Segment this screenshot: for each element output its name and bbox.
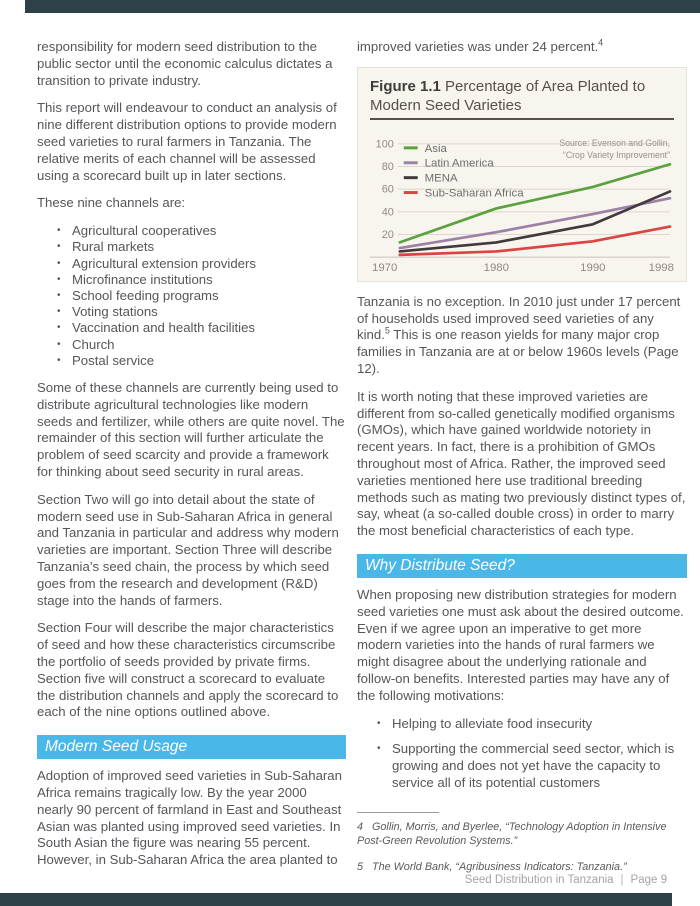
bullet-icon: • [377,743,381,755]
bullet-icon: • [57,289,61,301]
right-column [357,39,687,885]
list-item: • Postal service [57,352,155,368]
motivation-list [357,716,687,792]
footnotes [357,812,687,875]
bullet-icon: • [377,717,381,729]
footnote: 4 Gollin, Morris, and Byerlee, “Technology Adoption in Intensive Post-Green Revolution Systems.” [357,820,667,848]
svg-text:1998: 1998 [648,261,674,274]
svg-text:1970: 1970 [371,261,398,274]
footnote-divider [357,812,439,813]
top-accent-bar [25,0,700,13]
svg-text:80: 80 [381,160,394,173]
svg-text:1980: 1980 [483,261,510,274]
svg-text:Source: Evenson and Gollin,: Source: Evenson and Gollin, [559,137,671,148]
figure-line-chart [370,126,674,275]
list-item: • Agricultural cooperatives [57,223,217,239]
bullet-icon: • [57,273,61,285]
paragraph: responsibility for modern seed distribution to the public sector until the economic calculus dictates a transition to private industry. [37,39,333,88]
svg-text:MENA: MENA [424,172,458,185]
bullet-icon: • [57,306,61,318]
list-item: • Microfinance institutions [57,271,213,287]
list-item: • Voting stations [57,304,158,320]
footnote: 5 The World Bank, “Agribusiness Indicators: Tanzania.” [357,860,627,873]
footnote-ref-4: 4 [598,37,604,48]
channel-list [37,223,346,369]
figure-title [370,77,674,120]
bullet-icon: • [57,241,61,253]
figure-label: Figure 1.1 [370,77,441,95]
footer-page-number: Page 9 [630,874,667,886]
bullet-icon: • [57,354,61,366]
footer-separator: | [620,874,624,886]
svg-text:40: 40 [381,206,394,219]
list-item: • Helping to alleviate food insecurity [377,715,593,731]
list-item: • Supporting the commercial seed sector, which is growing and does not yet have the capacity to service all of its potential customers [377,741,675,790]
paragraph: Adoption of improved seed varieties in Sub-Saharan Africa remains tragically low. By the year 2000 nearly 90 percent of farmland in East and Southeast Asian was planted using improved seed varieties. In South Asian the figure was nearing 55 percent. However, in Sub-Saharan Africa the area planted to [37,768,342,868]
section-heading-modern-seed-usage: Modern Seed Usage [37,735,346,759]
section-heading-why-distribute-seed: Why Distribute Seed? [357,554,687,578]
list-item: • Church [57,336,115,352]
bottom-accent-bar [0,893,672,906]
svg-text:Asia: Asia [424,142,447,155]
list-item: • Rural markets [57,239,155,255]
left-column [37,39,346,880]
list-item: • Vaccination and health facilities [57,320,256,336]
page-footer [465,874,667,886]
paragraph: When proposing new distribution strategies for modern seed varieties one must ask about the desired outcome. Even if we agree upon an imperative to get more modern varieties into the hands of rural farmers we might disagree about the underlying rationale and follow-on benefits. Interested parties may have any of the following motivations: [357,586,684,703]
paragraph: improved varieties was under 24 percent.$^4$ [357,37,604,54]
footnote-ref-5: 5 [384,326,390,337]
svg-text:60: 60 [381,183,394,196]
list-item: • School feeding programs [57,287,219,303]
figure-box [357,67,687,282]
bullet-icon: • [57,225,61,237]
list-item: • Agricultural extension providers [57,255,256,271]
svg-text:Sub-Saharan Africa: Sub-Saharan Africa [424,187,524,200]
bullet-icon: • [57,257,61,269]
svg-text:Latin America: Latin America [424,157,494,170]
svg-text:100: 100 [375,138,394,151]
paragraph: Tanzania is no exception. In 2010 just under 17 percent of households used improved seed varieties of any kind.$^5$ This is one reason yields for many major crop families in Tanzania are at or below 1960s levels (Page 12). [357,293,681,376]
svg-text:1990: 1990 [580,261,606,274]
bullet-icon: • [57,338,61,350]
paragraph: It is worth noting that these improved varieties are different from so-called genetically modified organisms (GMOs), which have gained worldwide notoriety in recent years. In fact, there is a prohibition of GMOs throughout most of Africa. Rather, the improved seed varieties mentioned here use traditional breeding methods such as mating two previously distinct types of, say, wheat (a so-called double cross) in order to marry the most beneficial characteristics of each type. [357,388,686,539]
svg-text:20: 20 [381,228,394,241]
paragraph: Section Four will describe the major characteristics of seed and how these characteristics circumscribe the portfolio of seeds provided by private firms. Section five will construct a scorecard to evaluate the distribution channels and apply the scorecard to each of the nine options outlined above. [37,620,339,720]
bullet-icon: • [57,322,61,334]
svg-text:“Crop Variety Improvement”: “Crop Variety Improvement” [562,149,671,160]
footer-doc-title: Seed Distribution in Tanzania [464,874,614,886]
paragraph: This report will endeavour to conduct an analysis of nine different distribution options to provide modern seed varieties to rural farmers in Tanzania. The relative merits of each channel will be assessed using a scorecard built up in later sections. [37,100,337,183]
paragraph: These nine channels are: [37,195,186,211]
paragraph: Section Two will go into detail about the state of modern seed use in Sub-Saharan Africa in general and Tanzania in particular and address why modern varieties are important. Section Three will describe Tanzania’s seed chain, the process by which seed goes from the research and development (R&D) stage into the hands of farmers. [37,491,339,608]
figure-title-text: Percentage of Area Planted to Modern Seed Varieties [370,77,646,114]
paragraph: Some of these channels are currently being used to distribute agricultural technologies like modern seeds and fertilizer, while others are quite novel. The remainder of this section will further articulate the problem of seed scarcity and provide a framework for thinking about seed security in rural areas. [37,380,345,479]
